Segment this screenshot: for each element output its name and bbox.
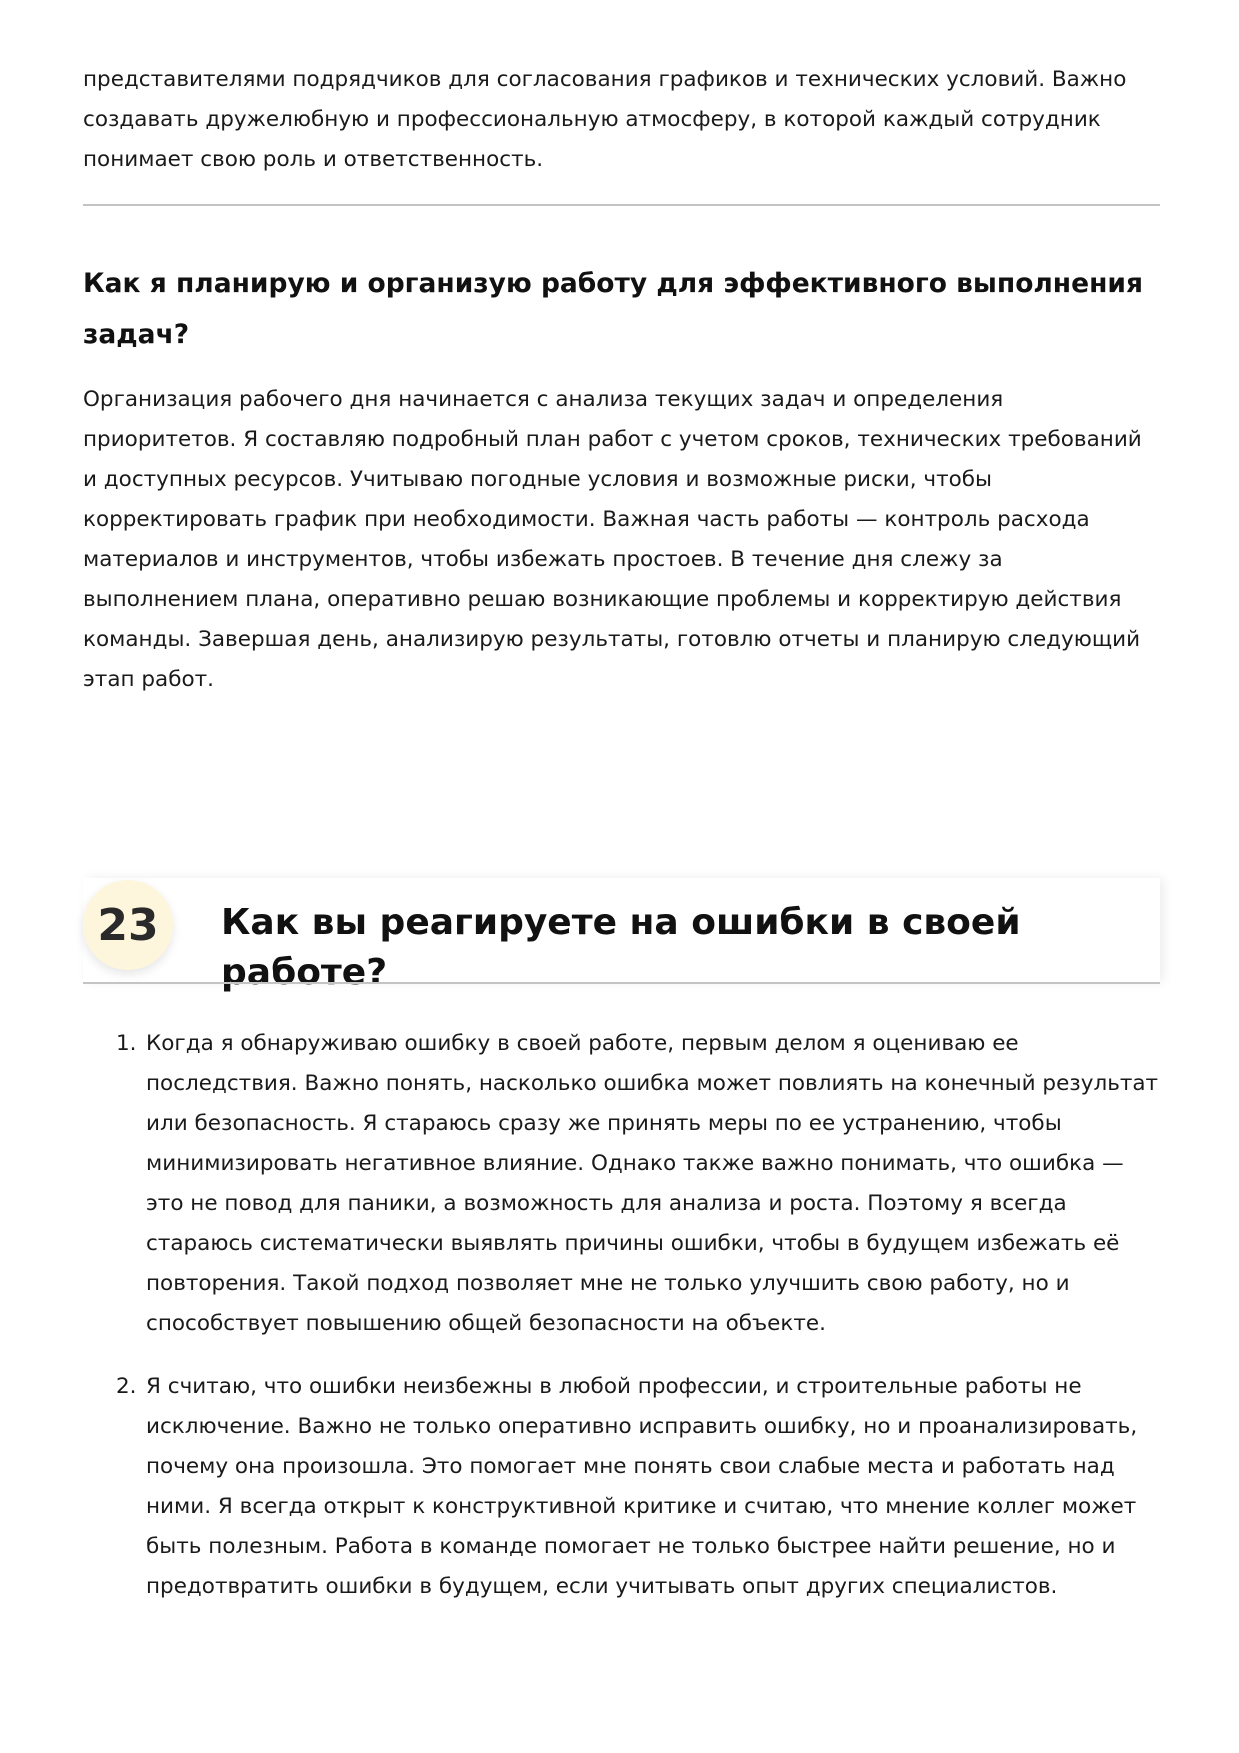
section-body-paragraph: Организация рабочего дня начинается с анализа текущих задач и определения приоритетов. Я составляю подробный план работ с учетом сроков, технических требований и доступных ресурсов. Учитываю погодные условия и возможные риски, чтобы корректировать график при необходимости. Важная часть работы — контроль расхода материалов и инструментов, чтобы избежать простоев. В течение дня слежу за выполнением плана, оперативно решаю возникающие проблемы и корректирую действия команды. Завершая день, анализирую результаты, готовлю отчеты и планирую следующий этап работ. — [83, 387, 1142, 692]
answer-number: 2. — [116, 1374, 137, 1399]
question-number-badge: 23 — [83, 880, 173, 970]
answer-list — [83, 1024, 1160, 1630]
question-divider — [83, 982, 1160, 984]
answer-number: 1. — [116, 1031, 137, 1056]
question-title: Как вы реагируете на ошибки в своей работе? — [221, 902, 1021, 993]
answer-item — [83, 1367, 1160, 1607]
answer-text: Когда я обнаруживаю ошибку в своей работе, первым делом я оцениваю ее последствия. Важно понять, насколько ошибка может повлиять на конечный результат или безопасность. Я стараюсь сразу же принять меры по ее устранению, чтобы минимизировать негативное влияние. Однако также важно понимать, что ошибка — это не повод для паники, а возможность для анализа и роста. Поэтому я всегда стараюсь систематически выявлять причины ошибки, чтобы в будущем избежать её повторения. Такой подход позволяет мне не только улучшить свою работу, но и способствует повышению общей безопасности на объекте. — [146, 1031, 1159, 1336]
section-heading: Как я планирую и организую работу для эффективного выполнения задач? — [83, 268, 1143, 350]
question-header — [83, 878, 1160, 993]
answer-text: Я считаю, что ошибки неизбежны в любой профессии, и строительные работы не исключение. Важно не только оперативно исправить ошибку, но и проанализировать, почему она произошла. Это помогает мне понять свои слабые места и работать над ними. Я всегда открыт к конструктивной критике и считаю, что мнение коллег может быть полезным. Работа в команде помогает не только быстрее найти решение, но и предотвратить ошибки в будущем, если учитывать опыт других специалистов. — [146, 1374, 1138, 1599]
intro-paragraph: представителями подрядчиков для согласования графиков и технических условий. Важно создавать дружелюбную и профессиональную атмосферу, в которой каждый сотрудник понимает свою роль и ответственность. — [83, 67, 1127, 172]
section-divider — [83, 204, 1160, 206]
answer-item — [83, 1024, 1160, 1344]
